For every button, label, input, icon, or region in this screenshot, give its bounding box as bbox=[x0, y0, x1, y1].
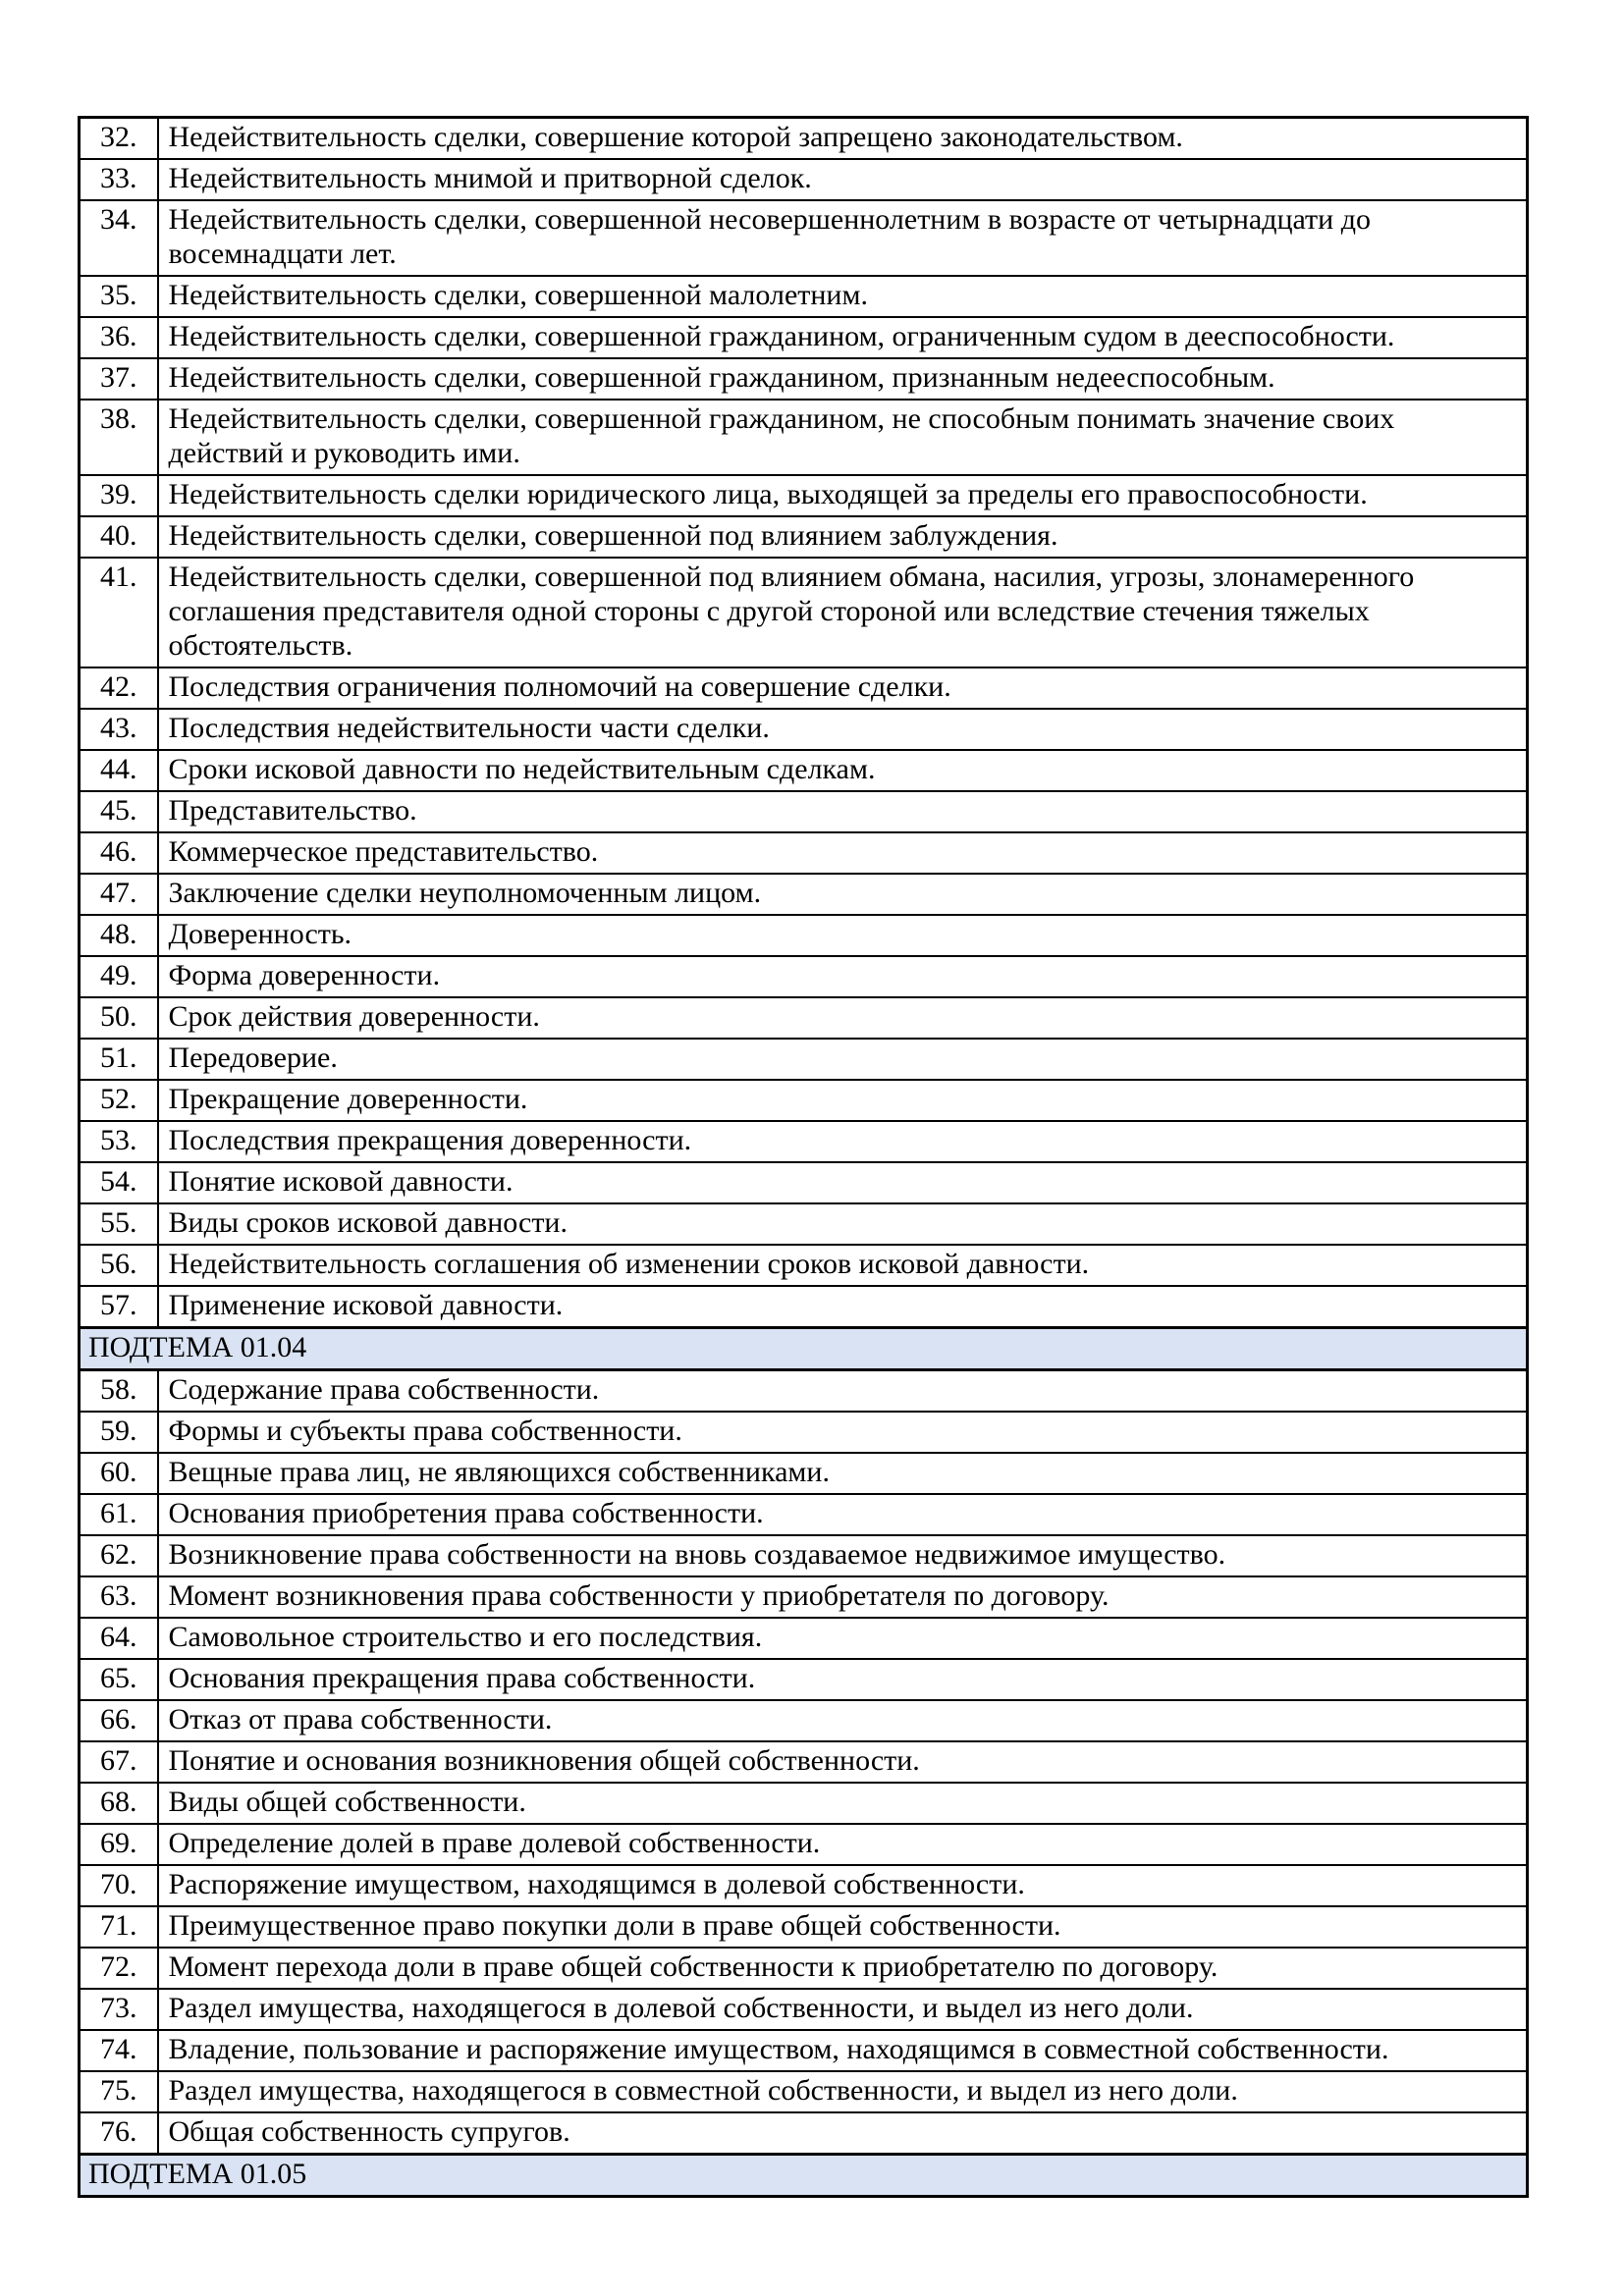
row-number: 47. bbox=[80, 874, 158, 915]
row-topic-text: Владение, пользование и распоряжение имуществом, находящимся в совместной собственности. bbox=[158, 2030, 1528, 2071]
row-topic-text: Раздел имущества, находящегося в долевой собственности, и выдел из него доли. bbox=[158, 1989, 1528, 2030]
row-topic-text: Формы и субъекты права собственности. bbox=[158, 1412, 1528, 1453]
table-row bbox=[80, 475, 1528, 516]
table-row bbox=[80, 200, 1528, 276]
row-topic-text: Сроки исковой давности по недействительным сделкам. bbox=[158, 750, 1528, 791]
table-row bbox=[80, 1412, 1528, 1453]
row-topic-text: Определение долей в праве долевой собственности. bbox=[158, 1824, 1528, 1865]
subtheme-label: ПОДТЕМА 01.04 bbox=[80, 1328, 1528, 1370]
subtheme-label: ПОДТЕМА 01.05 bbox=[80, 2155, 1528, 2197]
table-row bbox=[80, 750, 1528, 791]
table-row bbox=[80, 276, 1528, 317]
row-number: 48. bbox=[80, 915, 158, 956]
table-row bbox=[80, 2071, 1528, 2112]
row-topic-text: Недействительность сделки, совершенной гражданином, признанным недееспособным. bbox=[158, 358, 1528, 400]
row-number: 70. bbox=[80, 1865, 158, 1906]
row-number: 68. bbox=[80, 1783, 158, 1824]
row-topic-text: Недействительность мнимой и притворной сделок. bbox=[158, 159, 1528, 200]
row-number: 42. bbox=[80, 667, 158, 709]
topics-table bbox=[78, 116, 1529, 2198]
table-row bbox=[80, 358, 1528, 400]
table-row bbox=[80, 1286, 1528, 1328]
table-row bbox=[80, 1700, 1528, 1741]
row-number: 61. bbox=[80, 1494, 158, 1535]
row-topic-text: Основания прекращения права собственности. bbox=[158, 1659, 1528, 1700]
row-number: 54. bbox=[80, 1162, 158, 1203]
row-number: 58. bbox=[80, 1370, 158, 1413]
table-row bbox=[80, 400, 1528, 475]
table-row bbox=[80, 667, 1528, 709]
row-number: 41. bbox=[80, 558, 158, 667]
row-number: 36. bbox=[80, 317, 158, 358]
row-topic-text: Заключение сделки неуполномоченным лицом. bbox=[158, 874, 1528, 915]
row-number: 62. bbox=[80, 1535, 158, 1576]
row-number: 35. bbox=[80, 276, 158, 317]
row-topic-text: Недействительность сделки, совершенной под влиянием обмана, насилия, угрозы, злонамеренного соглашения представителя одной стороны с другой стороной или вследствие стечения тяжелых обстоятельств. bbox=[158, 558, 1528, 667]
row-number: 53. bbox=[80, 1121, 158, 1162]
row-number: 63. bbox=[80, 1576, 158, 1618]
row-topic-text: Коммерческое представительство. bbox=[158, 832, 1528, 874]
table-row bbox=[80, 1618, 1528, 1659]
table-row bbox=[80, 2030, 1528, 2071]
row-topic-text: Общая собственность супругов. bbox=[158, 2112, 1528, 2155]
row-number: 51. bbox=[80, 1039, 158, 1080]
row-number: 34. bbox=[80, 200, 158, 276]
row-topic-text: Самовольное строительство и его последствия. bbox=[158, 1618, 1528, 1659]
table-row bbox=[80, 1080, 1528, 1121]
table-row bbox=[80, 2112, 1528, 2155]
row-topic-text: Момент возникновения права собственности у приобретателя по договору. bbox=[158, 1576, 1528, 1618]
row-topic-text: Раздел имущества, находящегося в совместной собственности, и выдел из него доли. bbox=[158, 2071, 1528, 2112]
row-topic-text: Понятие и основания возникновения общей собственности. bbox=[158, 1741, 1528, 1783]
row-number: 64. bbox=[80, 1618, 158, 1659]
table-row bbox=[80, 317, 1528, 358]
row-topic-text: Виды сроков исковой давности. bbox=[158, 1203, 1528, 1245]
row-topic-text: Последствия прекращения доверенности. bbox=[158, 1121, 1528, 1162]
row-number: 73. bbox=[80, 1989, 158, 2030]
row-topic-text: Последствия недействительности части сделки. bbox=[158, 709, 1528, 750]
table-row bbox=[80, 1948, 1528, 1989]
row-number: 50. bbox=[80, 997, 158, 1039]
row-topic-text: Недействительность сделки юридического лица, выходящей за пределы его правоспособности. bbox=[158, 475, 1528, 516]
table-row bbox=[80, 159, 1528, 200]
row-topic-text: Недействительность соглашения об изменении сроков исковой давности. bbox=[158, 1245, 1528, 1286]
table-row bbox=[80, 1906, 1528, 1948]
row-number: 37. bbox=[80, 358, 158, 400]
table-row bbox=[80, 1535, 1528, 1576]
row-topic-text: Содержание права собственности. bbox=[158, 1370, 1528, 1413]
row-number: 71. bbox=[80, 1906, 158, 1948]
row-topic-text: Момент перехода доли в праве общей собственности к приобретателю по договору. bbox=[158, 1948, 1528, 1989]
row-number: 46. bbox=[80, 832, 158, 874]
row-number: 65. bbox=[80, 1659, 158, 1700]
row-number: 57. bbox=[80, 1286, 158, 1328]
subtheme-row bbox=[80, 1328, 1528, 1370]
table-row bbox=[80, 1245, 1528, 1286]
table-row bbox=[80, 1121, 1528, 1162]
subtheme-row bbox=[80, 2155, 1528, 2197]
table-row bbox=[80, 516, 1528, 558]
row-number: 69. bbox=[80, 1824, 158, 1865]
row-number: 56. bbox=[80, 1245, 158, 1286]
row-topic-text: Вещные права лиц, не являющихся собственниками. bbox=[158, 1453, 1528, 1494]
row-topic-text: Недействительность сделки, совершенной малолетним. bbox=[158, 276, 1528, 317]
table-row bbox=[80, 832, 1528, 874]
row-number: 45. bbox=[80, 791, 158, 832]
row-topic-text: Распоряжение имуществом, находящимся в долевой собственности. bbox=[158, 1865, 1528, 1906]
table-row bbox=[80, 1824, 1528, 1865]
row-number: 39. bbox=[80, 475, 158, 516]
row-topic-text: Срок действия доверенности. bbox=[158, 997, 1528, 1039]
table-row bbox=[80, 915, 1528, 956]
table-row bbox=[80, 118, 1528, 160]
row-topic-text: Основания приобретения права собственности. bbox=[158, 1494, 1528, 1535]
table-row bbox=[80, 956, 1528, 997]
row-topic-text: Недействительность сделки, совершенной несовершеннолетним в возрасте от четырнадцати до восемнадцати лет. bbox=[158, 200, 1528, 276]
table-row bbox=[80, 558, 1528, 667]
row-number: 33. bbox=[80, 159, 158, 200]
row-topic-text: Недействительность сделки, совершенной гражданином, ограниченным судом в дееспособности. bbox=[158, 317, 1528, 358]
row-number: 67. bbox=[80, 1741, 158, 1783]
row-topic-text: Возникновение права собственности на вновь создаваемое недвижимое имущество. bbox=[158, 1535, 1528, 1576]
table-row bbox=[80, 1783, 1528, 1824]
row-topic-text: Недействительность сделки, совершенной под влиянием заблуждения. bbox=[158, 516, 1528, 558]
table-row bbox=[80, 1865, 1528, 1906]
table-row bbox=[80, 1576, 1528, 1618]
table-row bbox=[80, 1741, 1528, 1783]
row-topic-text: Отказ от права собственности. bbox=[158, 1700, 1528, 1741]
table-row bbox=[80, 1659, 1528, 1700]
row-number: 44. bbox=[80, 750, 158, 791]
row-number: 55. bbox=[80, 1203, 158, 1245]
row-topic-text: Преимущественное право покупки доли в праве общей собственности. bbox=[158, 1906, 1528, 1948]
row-topic-text: Применение исковой давности. bbox=[158, 1286, 1528, 1328]
row-number: 59. bbox=[80, 1412, 158, 1453]
row-topic-text: Форма доверенности. bbox=[158, 956, 1528, 997]
table-row bbox=[80, 791, 1528, 832]
row-number: 40. bbox=[80, 516, 158, 558]
row-topic-text: Представительство. bbox=[158, 791, 1528, 832]
row-number: 32. bbox=[80, 118, 158, 160]
table-row bbox=[80, 997, 1528, 1039]
row-number: 76. bbox=[80, 2112, 158, 2155]
table-row bbox=[80, 1370, 1528, 1413]
table-row bbox=[80, 874, 1528, 915]
row-number: 49. bbox=[80, 956, 158, 997]
row-number: 43. bbox=[80, 709, 158, 750]
row-topic-text: Виды общей собственности. bbox=[158, 1783, 1528, 1824]
row-topic-text: Понятие исковой давности. bbox=[158, 1162, 1528, 1203]
row-topic-text: Последствия ограничения полномочий на совершение сделки. bbox=[158, 667, 1528, 709]
table-row bbox=[80, 1039, 1528, 1080]
row-number: 60. bbox=[80, 1453, 158, 1494]
table-row bbox=[80, 1494, 1528, 1535]
table-row bbox=[80, 1203, 1528, 1245]
topics-table-body bbox=[80, 118, 1528, 2197]
row-number: 38. bbox=[80, 400, 158, 475]
table-row bbox=[80, 1453, 1528, 1494]
table-row bbox=[80, 1162, 1528, 1203]
row-number: 52. bbox=[80, 1080, 158, 1121]
row-number: 74. bbox=[80, 2030, 158, 2071]
row-topic-text: Передоверие. bbox=[158, 1039, 1528, 1080]
row-topic-text: Прекращение доверенности. bbox=[158, 1080, 1528, 1121]
row-number: 66. bbox=[80, 1700, 158, 1741]
row-topic-text: Доверенность. bbox=[158, 915, 1528, 956]
table-row bbox=[80, 709, 1528, 750]
row-number: 75. bbox=[80, 2071, 158, 2112]
table-row bbox=[80, 1989, 1528, 2030]
row-topic-text: Недействительность сделки, совершение которой запрещено законодательством. bbox=[158, 118, 1528, 160]
row-number: 72. bbox=[80, 1948, 158, 1989]
row-topic-text: Недействительность сделки, совершенной гражданином, не способным понимать значение своих действий и руководить ими. bbox=[158, 400, 1528, 475]
